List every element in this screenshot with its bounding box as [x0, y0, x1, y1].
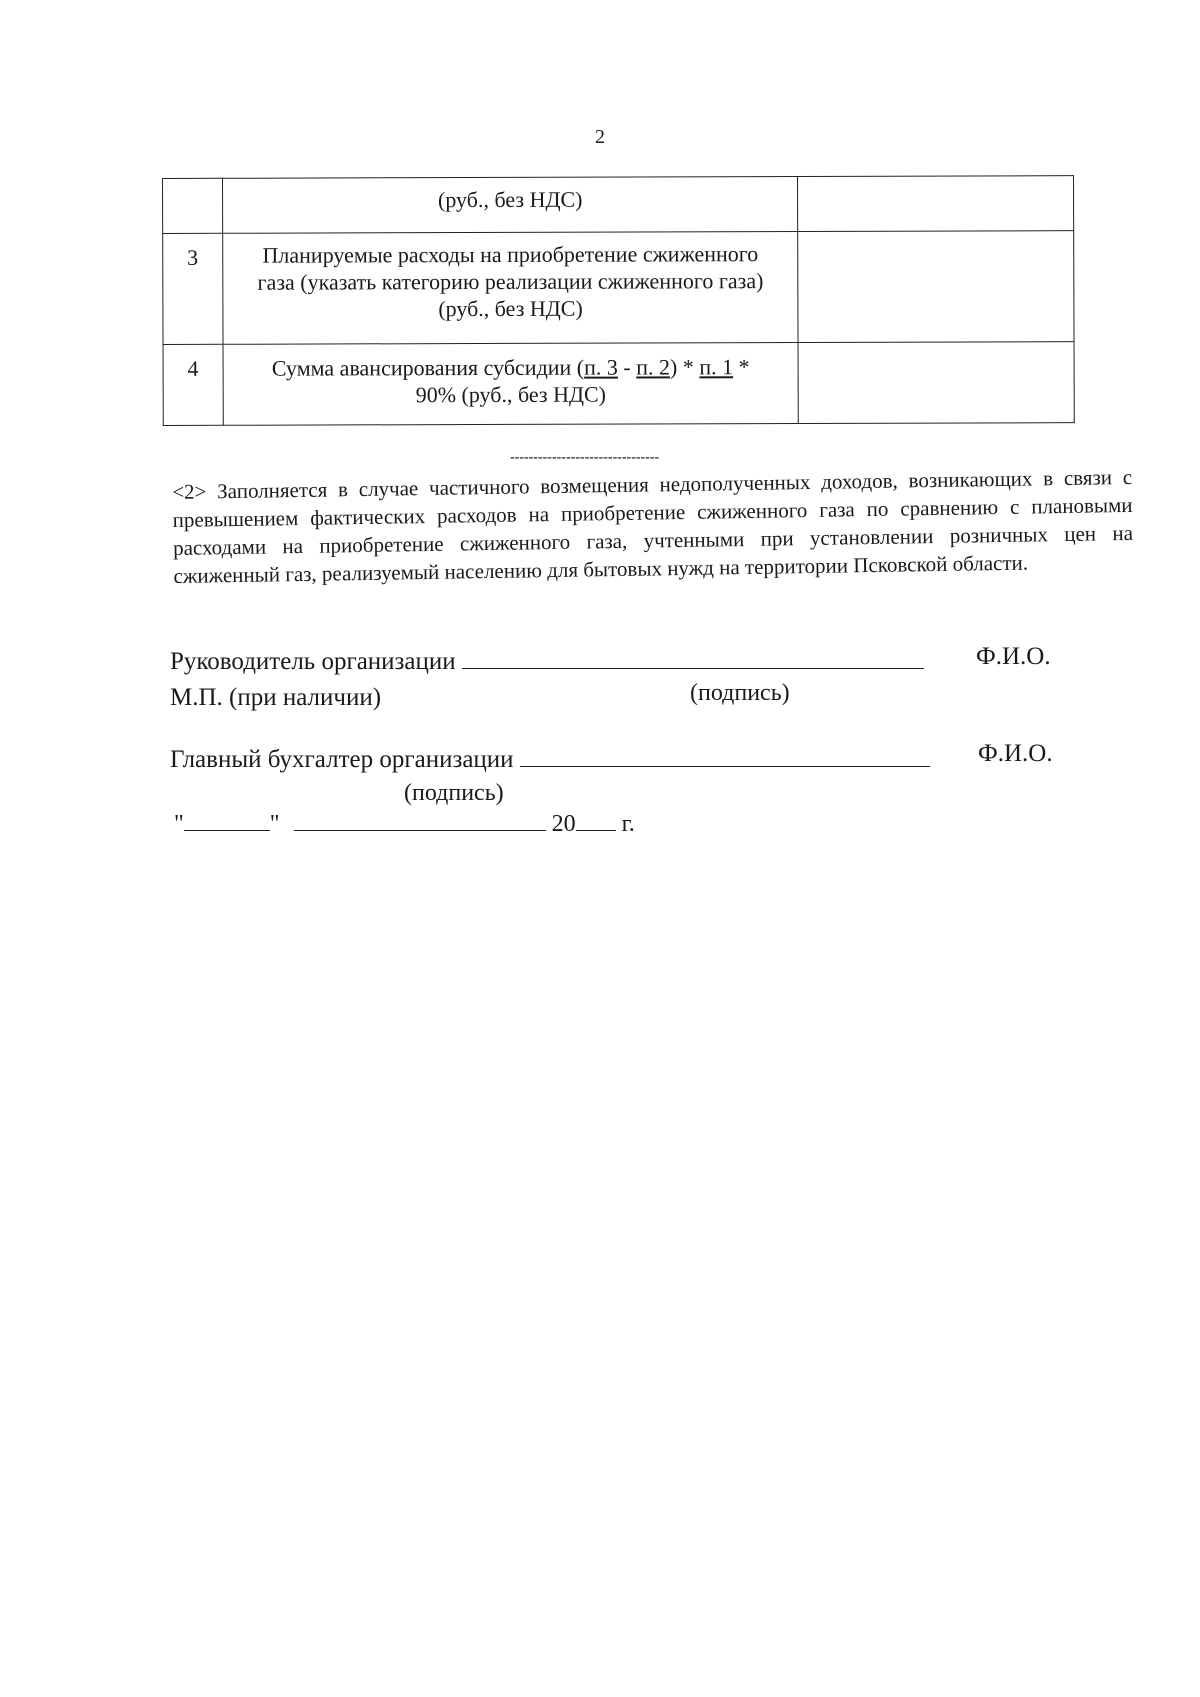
accountant-label: Главный бухгалтер организации — [170, 746, 514, 773]
footnote-separator: -------------------------------- — [510, 450, 660, 465]
row-description-line: 90% (руб., без НДС) — [415, 381, 607, 408]
footnote-text: <2> Заполняется в случае частичного возмещения недополученных доходов, возникающих в связи с превышением фактических расходов на приобретение сжиженного газа по сравнению с плановыми расходами на приобретение сжиженного газа, учтенными при установлении розничных цен на сжиженный газ, реализуемый населению для бытовых нужд на территории Псковской области. — [172, 464, 1134, 588]
head-sign-caption: (подпись) — [690, 680, 790, 706]
stamp-label: М.П. (при наличии) — [170, 684, 382, 711]
date-year-suffix: г. — [621, 811, 635, 837]
row-number — [163, 178, 223, 233]
row-description-line: газа (указать категорию реализации сжиженного газа) — [257, 268, 764, 295]
row-value-cell[interactable] — [798, 176, 1074, 232]
table-row — [163, 342, 1074, 426]
head-label: Руководитель организации — [170, 648, 456, 675]
row-value-cell[interactable] — [798, 342, 1074, 424]
head-signature-row — [170, 648, 924, 676]
date-year-prefix: 20 — [551, 811, 576, 837]
date-year-field[interactable] — [576, 810, 616, 831]
accountant-sign-caption: (подпись) — [404, 780, 504, 806]
formula-text: Сумма авансирования субсидии ( — [271, 354, 585, 381]
date-quote-open: " — [174, 811, 184, 837]
head-signature-line[interactable] — [462, 648, 924, 669]
accountant-fio: Ф.И.О. — [978, 740, 1053, 767]
row-value-cell[interactable] — [798, 231, 1074, 343]
table-row — [163, 231, 1074, 345]
item-3-link[interactable]: п. 3 — [584, 354, 618, 380]
row-number: 3 — [163, 233, 223, 344]
date-row — [174, 810, 635, 838]
row-description-line — [231, 353, 790, 382]
row-description — [222, 177, 798, 234]
formula-text: * — [733, 354, 750, 380]
row-description-line: (руб., без НДС) — [438, 295, 583, 322]
row-description — [223, 343, 799, 426]
item-1-link[interactable]: п. 1 — [699, 354, 734, 380]
row-number: 4 — [163, 344, 223, 425]
date-day-field[interactable] — [184, 810, 270, 831]
accountant-signature-row — [170, 746, 930, 774]
page-number: 2 — [595, 126, 605, 148]
date-month-field[interactable] — [294, 810, 546, 831]
head-fio: Ф.И.О. — [976, 643, 1051, 670]
row-description — [223, 232, 799, 345]
item-2-link[interactable]: п. 2 — [636, 354, 671, 380]
row-description-line: Планируемые расходы на приобретение сжиженного — [262, 241, 759, 268]
row-description-line: (руб., без НДС) — [437, 186, 583, 213]
accountant-signature-line[interactable] — [520, 746, 930, 767]
formula-text: ) * — [669, 354, 700, 380]
formula-text: - — [617, 354, 637, 380]
subsidy-table — [162, 175, 1075, 426]
date-quote-close: " — [269, 811, 280, 837]
table-row — [163, 176, 1074, 234]
